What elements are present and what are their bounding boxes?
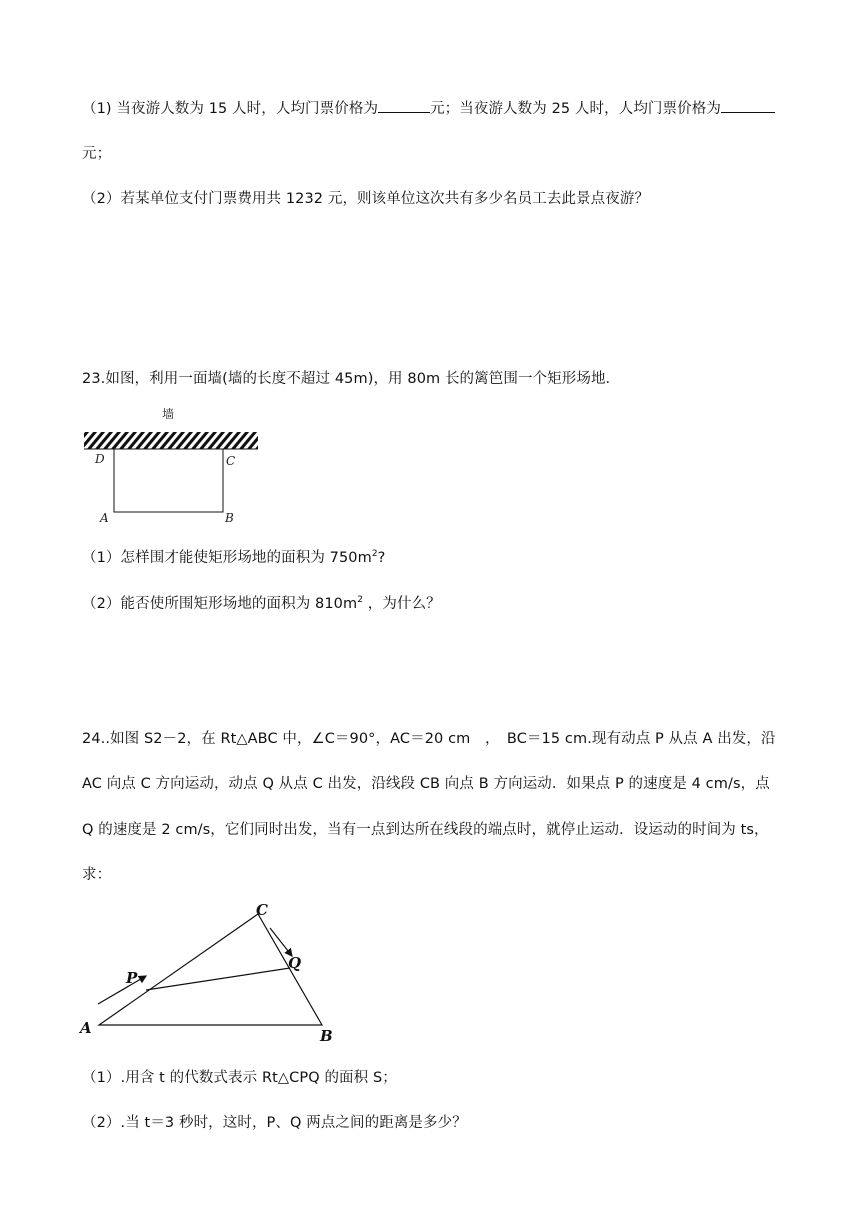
q22-part1-line2: 元；	[82, 146, 112, 162]
q23-wall-figure	[80, 400, 280, 530]
q24-line4: 求：	[82, 867, 112, 883]
point-b-label: B	[320, 1027, 333, 1045]
answer-blank-2	[721, 111, 775, 113]
q22-part1-text-b: 元；当夜游人数为 25 人时，人均门票价格为	[430, 101, 721, 117]
q24-line3: Q 的速度是 2 cm/s，它们同时出发，当有一点到达所在线段的端点时，就停止运动．设运动的时间为 ts，	[82, 822, 769, 838]
point-c-label: C	[256, 901, 268, 919]
q22-part1-text-a: （1) 当夜游人数为 15 人时，人均门票价格为	[82, 101, 379, 117]
point-q-label: Q	[288, 954, 302, 972]
q23-part2-text: （2）能否使所围矩形场地的面积为 810m	[82, 596, 358, 612]
point-a-label: A	[100, 511, 109, 525]
point-b-label: B	[225, 511, 234, 525]
fence-rectangle	[114, 449, 223, 512]
q24-line2: AC 向点 C 方向运动，动点 Q 从点 C 出发，沿线段 CB 向点 B 方向运动．如果点 P 的速度是 4 cm/s，点	[82, 776, 770, 792]
wall-hatching	[84, 432, 258, 449]
point-c-label: C	[226, 454, 236, 468]
arrow-q	[270, 928, 292, 956]
q22-part1-line	[82, 97, 775, 118]
point-d-label: D	[95, 452, 105, 466]
q23-part1-text: （1）怎样围才能使矩形场地的面积为 750m	[82, 550, 372, 566]
q24-triangle-figure	[78, 898, 358, 1048]
q24-part2-line: （2）.当 t＝3 秒时，这时，P、Q 两点之间的距离是多少？	[82, 1115, 467, 1131]
q23-part2-line	[82, 592, 441, 613]
q23-part2-exponent: 2	[357, 595, 364, 605]
point-p-label: P	[126, 969, 138, 987]
point-a-label: A	[80, 1019, 92, 1037]
q24-line1: 24..如图 S2－2，在 Rt△ABC 中，∠C＝90°，AC＝20 cm ， BC＝15 cm.现有动点 P 从点 A 出发，沿	[82, 731, 776, 747]
q23-part2-end: ，为什么？	[363, 596, 441, 612]
q23-part1-exponent: 2	[371, 549, 378, 559]
q23-part1-end: ?	[377, 550, 386, 566]
q23-intro: 23.如图，利用一面墙(墙的长度不超过 45m)，用 80m 长的篱笆围一个矩形场地．	[82, 371, 621, 387]
q22-part2-line: （2）若某单位支付门票费用共 1232 元，则该单位这次共有多少名员工去此景点夜游？	[82, 191, 650, 207]
answer-blank-1	[378, 111, 430, 113]
arrow-p	[98, 976, 146, 1004]
wall-label: 墙	[162, 407, 175, 421]
q24-part1-line: （1）.用含 t 的代数式表示 Rt△CPQ 的面积 S；	[82, 1070, 397, 1086]
q23-part1-line	[82, 546, 385, 567]
segment-pq	[146, 968, 290, 990]
